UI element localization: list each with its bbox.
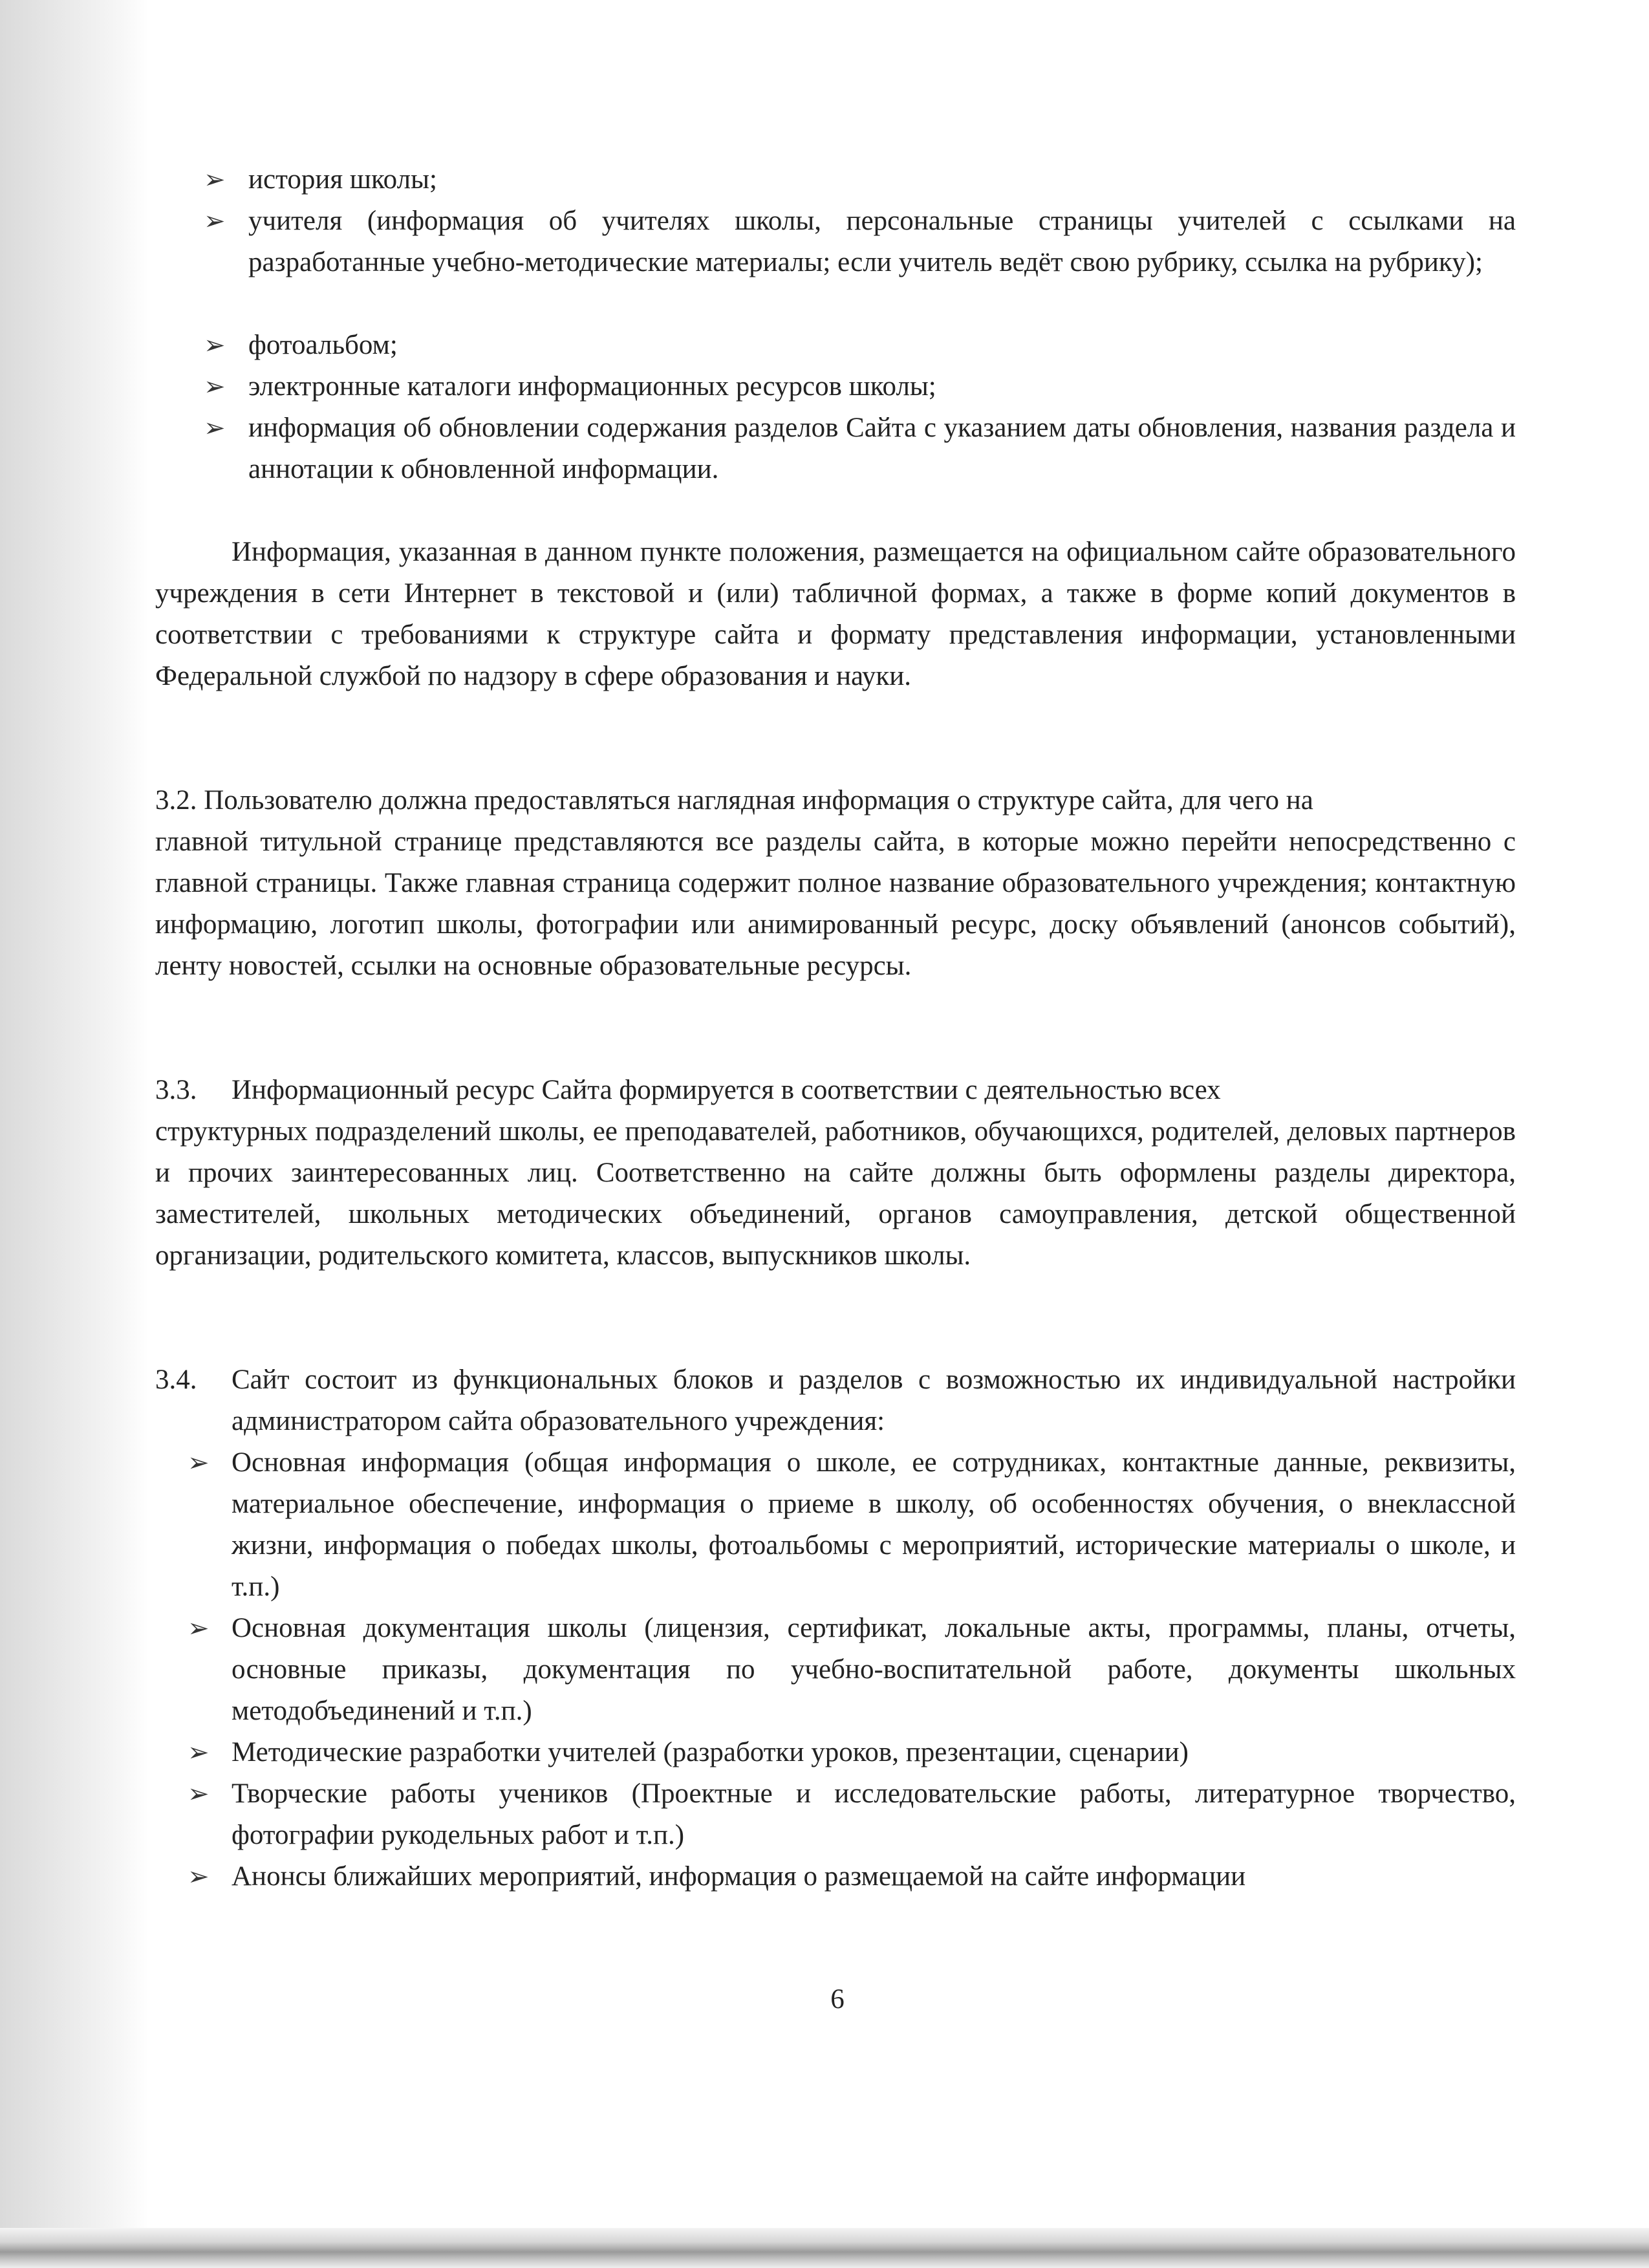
section-3-3-number: 3.3. — [155, 1075, 197, 1105]
scan-edge — [0, 2228, 1649, 2268]
bullet-marker: ➢ — [188, 1448, 210, 1477]
section-3-4-text: Сайт состоит из функциональных блоков и разделов с возможностью их индивидуальной настройки администратором сайта образовательного учреждения: — [232, 1365, 1516, 1436]
list-item: фотоальбом; — [248, 330, 398, 360]
page-number: 6 — [830, 1984, 845, 2014]
list-item: Основная информация (общая информация о школе, ее сотрудниках, контактные данные, реквизиты, материальное обеспечение, информация о приеме в школу, об особенностях обучения, о внеклассной жизни, информация о победах школы, фотоальбомы с мероприятий, исторические материалы о школе, и т.п.) — [232, 1447, 1516, 1602]
list-item: электронные каталоги информационных ресурсов школы; — [248, 371, 936, 402]
bullet-marker: ➢ — [188, 1862, 210, 1891]
list-item: история школы; — [248, 164, 437, 195]
list-item: Творческие работы учеников (Проектные и исследовательские работы, литературное творчество, фотографии рукодельных работ и т.п.) — [232, 1778, 1516, 1850]
list-item: учителя (информация об учителях школы, персональные страницы учителей с ссылками на разработанные учебно-методические материалы; если учитель ведёт свою рубрику, ссылка на рубрику); — [248, 206, 1516, 277]
section-3-3-first-line: Информационный ресурс Сайта формируется в соответствии с деятельностью всех — [232, 1075, 1221, 1105]
paragraph-info: Информация, указанная в данном пункте положения, размещается на официальном сайте образовательного учреждения в сети Интернет в текстовой и (или) табличной формах, а также в форме копий документов в соответствии с требованиями к структуре сайта и формату представления информации, установленными Федеральной службой по надзору в сфере образования и науки. — [155, 537, 1516, 691]
bullet-marker: ➢ — [204, 330, 226, 360]
list-item: информация об обновлении содержания разделов Сайта с указанием даты обновления, названия раздела и аннотации к обновленной информации. — [248, 413, 1516, 484]
bullet-marker: ➢ — [188, 1779, 210, 1808]
bullet-marker: ➢ — [188, 1738, 210, 1767]
bullet-marker: ➢ — [204, 165, 226, 194]
bullet-marker: ➢ — [204, 413, 226, 442]
bullet-marker: ➢ — [204, 206, 226, 235]
list-item: Анонсы ближайших мероприятий, информация о размещаемой на сайте информации — [232, 1861, 1246, 1892]
section-3-3-body: структурных подразделений школы, ее преподавателей, работников, обучающихся, родителей, деловых партнеров и прочих заинтересованных лиц. Соответственно на сайте должны быть оформлены разделы директора, заместителей, школьных методических объединений, органов самоуправления, детской общественной организации, родительского комитета, классов, выпускников школы. — [155, 1116, 1516, 1271]
section-3-4-number: 3.4. — [155, 1365, 197, 1395]
section-3-2-body: главной титульной странице представляются все разделы сайта, в которые можно перейти непосредственно с главной страницы. Также главная страница содержит полное название образовательного учреждения; контактную информацию, логотип школы, фотографии или анимированный ресурс, доску объявлений (анонсов событий), ленту новостей, ссылки на основные образовательные ресурсы. — [155, 826, 1516, 981]
bullet-marker: ➢ — [204, 372, 226, 401]
bullet-marker: ➢ — [188, 1614, 210, 1643]
list-item: Основная документация школы (лицензия, сертификат, локальные акты, программы, планы, отчеты, основные приказы, документация по учебно-воспитательной работе, документы школьных методобъединений и т.п.) — [232, 1613, 1516, 1726]
section-3-2-first-line: 3.2. Пользователю должна предоставляться наглядная информация о структуре сайта, для чего на — [155, 785, 1313, 815]
list-item: Методические разработки учителей (разработки уроков, презентации, сценарии) — [232, 1737, 1189, 1767]
